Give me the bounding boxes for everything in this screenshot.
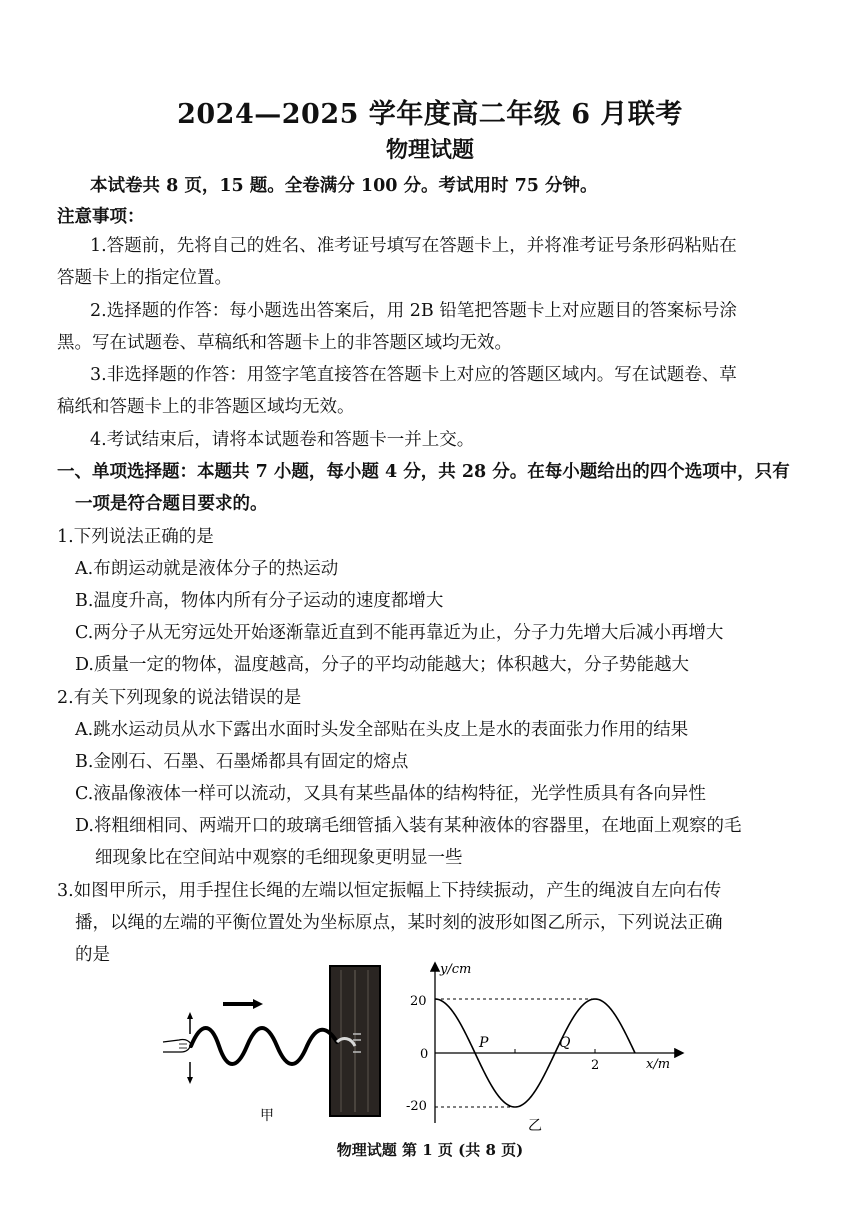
question-3-stem: 3.如图甲所示，用手捏住长绳的左端以恒定振幅上下持续振动，产生的绳波自左向右传 bbox=[57, 881, 722, 901]
notice-item-2: 2.选择题的作答：每小题选出答案后，用 2B 铅笔把答题卡上对应题目的答案标号涂 bbox=[90, 301, 737, 321]
notice-item-1: 1.答题前，先将自己的姓名、准考证号填写在答题卡上，并将准考证号条形码粘贴在 bbox=[90, 236, 737, 256]
point-label-p: P bbox=[479, 1035, 489, 1051]
question-2-option-d-cont: 细现象比在空间站中观察的毛细现象更明显一些 bbox=[95, 848, 463, 868]
notice-item-3-cont: 稿纸和答题卡上的非答题区域均无效。 bbox=[57, 397, 355, 417]
hand-icon bbox=[163, 1040, 191, 1053]
y-tick-20: 20 bbox=[410, 994, 427, 1009]
question-1-option-b: B.温度升高，物体内所有分子运动的速度都增大 bbox=[75, 591, 444, 611]
figure-right-caption: 乙 bbox=[528, 1118, 542, 1133]
y-axis-label: y/cm bbox=[440, 962, 472, 977]
section-heading-cont: 一项是符合题目要求的。 bbox=[75, 494, 268, 514]
question-1-option-d: D.质量一定的物体，温度越高，分子的平均动能越大；体积越大，分子势能越大 bbox=[75, 655, 689, 675]
notice-item-1-cont: 答题卡上的指定位置。 bbox=[57, 268, 232, 288]
page-footer: 物理试题 第 1 页 (共 8 页) bbox=[336, 1141, 524, 1159]
page-title: 2024—2025 学年度高二年级 6 月联考 bbox=[177, 99, 683, 130]
notice-heading: 注意事项： bbox=[57, 207, 145, 227]
question-1-stem: 1.下列说法正确的是 bbox=[57, 527, 214, 547]
notice-item-4: 4.考试结束后，请将本试题卷和答题卡一并上交。 bbox=[90, 430, 475, 450]
question-3-stem-cont-2: 的是 bbox=[75, 945, 110, 965]
question-2-option-d: D.将粗细相同、两端开口的玻璃毛细管插入装有某种液体的容器里，在地面上观察的毛 bbox=[75, 816, 742, 836]
y-tick-neg20: -20 bbox=[406, 1099, 427, 1114]
x-axis-label: x/m bbox=[646, 1057, 671, 1072]
rope-figure bbox=[155, 962, 395, 1122]
rope-wave bbox=[191, 1028, 337, 1064]
page-subtitle: 物理试题 bbox=[385, 137, 474, 163]
section-heading: 一、单项选择题：本题共 7 小题，每小题 4 分，共 28 分。在每小题给出的四个选项中，只有 bbox=[57, 462, 790, 482]
notice-item-2-cont: 黑。写在试题卷、草稿纸和答题卡上的非答题区域均无效。 bbox=[57, 333, 512, 353]
figure-left-caption: 甲 bbox=[260, 1108, 274, 1122]
wave-chart bbox=[400, 958, 700, 1133]
question-1-option-a: A.布朗运动就是液体分子的热运动 bbox=[75, 559, 339, 579]
point-label-q: Q bbox=[559, 1035, 571, 1051]
question-2-option-a: A.跳水运动员从水下露出水面时头发全部贴在头皮上是水的表面张力作用的结果 bbox=[75, 720, 689, 740]
question-1-option-c: C.两分子从无穷远处开始逐渐靠近直到不能再靠近为止，分子力先增大后减小再增大 bbox=[75, 623, 724, 643]
right-arrow-icon bbox=[223, 999, 263, 1009]
question-2-option-b: B.金刚石、石墨、石墨烯都具有固定的熔点 bbox=[75, 752, 409, 772]
intro-text: 本试卷共 8 页，15 题。全卷满分 100 分。考试用时 75 分钟。 bbox=[90, 176, 598, 196]
question-2-option-c: C.液晶像液体一样可以流动，又具有某些晶体的结构特征，光学性质具有各向异性 bbox=[75, 784, 706, 804]
notice-item-3: 3.非选择题的作答：用签字笔直接答在答题卡上对应的答题区域内。写在试题卷、草 bbox=[90, 365, 737, 385]
question-2-stem: 2.有关下列现象的说法错误的是 bbox=[57, 688, 302, 708]
question-3-stem-cont-1: 播，以绳的左端的平衡位置处为坐标原点，某时刻的波形如图乙所示，下列说法正确 bbox=[75, 913, 723, 933]
x-tick-label: 2 bbox=[591, 1058, 600, 1073]
y-tick-0: 0 bbox=[420, 1047, 429, 1062]
